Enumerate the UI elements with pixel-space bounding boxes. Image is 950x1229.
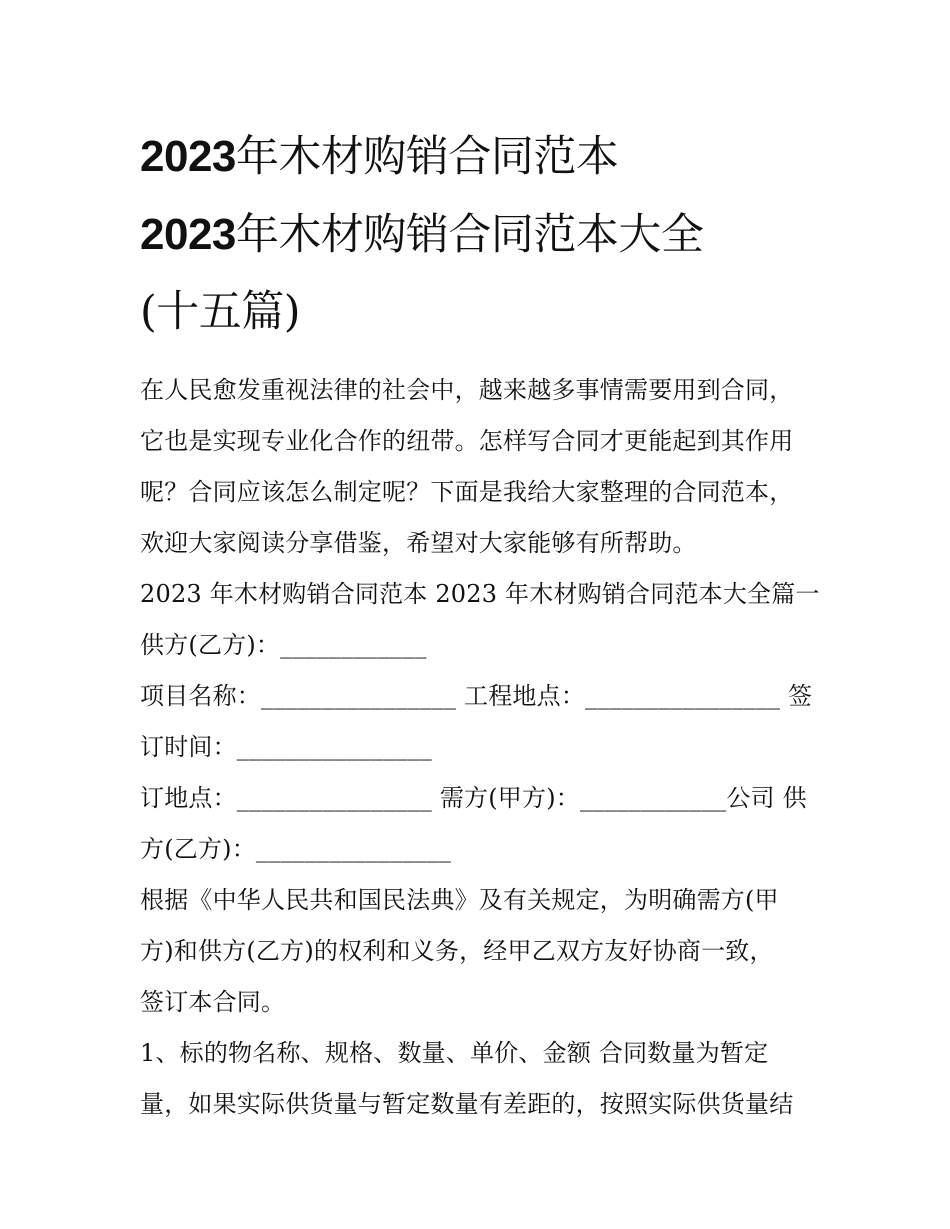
body-line: 呢？合同应该怎么制定呢？下面是我给大家整理的合同范本， [140,478,794,506]
title-line-3: (十五篇) [140,287,301,337]
body-line: 签订本合同。 [140,988,286,1016]
title-line-1: 2023年木材购销合同范本 [140,132,619,182]
sign-time-field: 订时间：________________ [140,733,432,761]
supplier-field-2: 方(乙方)：________________ [140,835,452,863]
document-title [140,118,820,351]
clause-1: 1、标的物名称、规格、数量、单价、金额 合同数量为暂定 [140,1039,769,1067]
supplier-field: 供方(乙方)：____________ [140,631,427,659]
body-line: 欢迎大家阅读分享借鉴，希望对大家能够有所帮助。 [140,529,697,557]
document-page [140,118,820,1130]
sign-place-field: 订地点：________________ 需方(甲方)：____________公司 供 [140,784,807,812]
body-line: 它也是实现专业化合作的纽带。怎样写合同才更能起到其作用 [140,427,794,455]
document-body [140,365,820,1130]
body-line: 根据《中华人民共和国民法典》及有关规定，为明确需方(甲 [140,886,779,914]
body-line: 方)和供方(乙方)的权利和义务，经甲乙双方友好协商一致， [140,937,774,965]
section-heading: 2023 年木材购销合同范本 2023 年木材购销合同范本大全篇一 [140,580,820,608]
title-line-2: 2023年木材购销合同范本大全 [140,210,704,260]
body-line: 在人民愈发重视法律的社会中，越来越多事情需要用到合同， [140,376,794,404]
project-field: 项目名称：________________ 工程地点：________________ 签 [140,682,813,710]
body-line: 量，如果实际供货量与暂定数量有差距的，按照实际供货量结 [140,1090,794,1118]
